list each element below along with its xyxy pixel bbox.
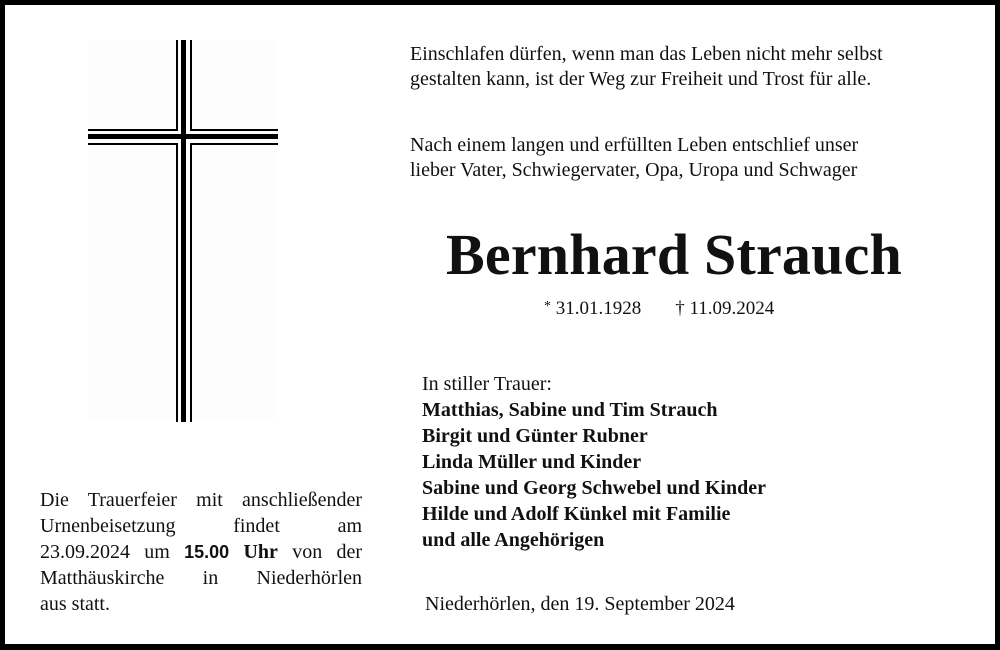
ceremony-time: 15.00: [184, 542, 230, 562]
ceremony-line: Urnenbeisetzung findet am: [40, 515, 363, 537]
ceremony-info: [40, 487, 362, 617]
quote-line: gestalten kann, ist der Weg zur Freiheit und Trost für alle.: [410, 68, 872, 90]
ceremony-line: 23.09.2024 um 15.00 Uhr von der: [40, 541, 363, 563]
mourners-heading: In stiller Trauer:: [422, 373, 552, 395]
life-dates: [544, 296, 774, 320]
ceremony-line: Die Trauerfeier mit anschließender: [40, 489, 362, 511]
mourner-entry: Linda Müller und Kinder: [422, 451, 642, 473]
mourner-entry: Sabine und Georg Schwebel und Kinder: [422, 477, 766, 499]
birth-star-icon: *: [544, 299, 551, 314]
intro-text: [410, 133, 990, 183]
mourners-list: [422, 371, 842, 553]
intro-line: Nach einem langen und erfüllten Leben entschlief unser: [410, 134, 859, 156]
church-name: Matthäuskirche: [40, 567, 165, 589]
memorial-quote: [410, 42, 990, 92]
mourner-entry: und alle Angehörigen: [422, 529, 605, 551]
quote-line: Einschlafen dürfen, wenn man das Leben nicht mehr selbst: [410, 43, 883, 65]
birth-date: * 31.01.1928: [544, 298, 642, 319]
ceremony-line: Matthäuskirche in Niederhörlen: [40, 567, 363, 589]
place-and-date: Niederhörlen, den 19. September 2024: [425, 593, 735, 615]
intro-line: lieber Vater, Schwiegervater, Opa, Uropa und Schwager: [410, 159, 858, 181]
deceased-name: Bernhard Strauch: [446, 222, 902, 287]
mourner-entry: Hilde und Adolf Künkel mit Familie: [422, 503, 731, 525]
ceremony-date: 23.09.2024: [40, 541, 130, 563]
mourner-entry: Matthias, Sabine und Tim Strauch: [422, 399, 718, 421]
cross-icon: [88, 40, 278, 422]
mourner-entry: Birgit und Günter Rubner: [422, 425, 648, 447]
ceremony-line: aus statt.: [40, 593, 110, 615]
dagger-icon: †: [675, 298, 685, 319]
death-date: † 11.09.2024: [675, 298, 775, 319]
